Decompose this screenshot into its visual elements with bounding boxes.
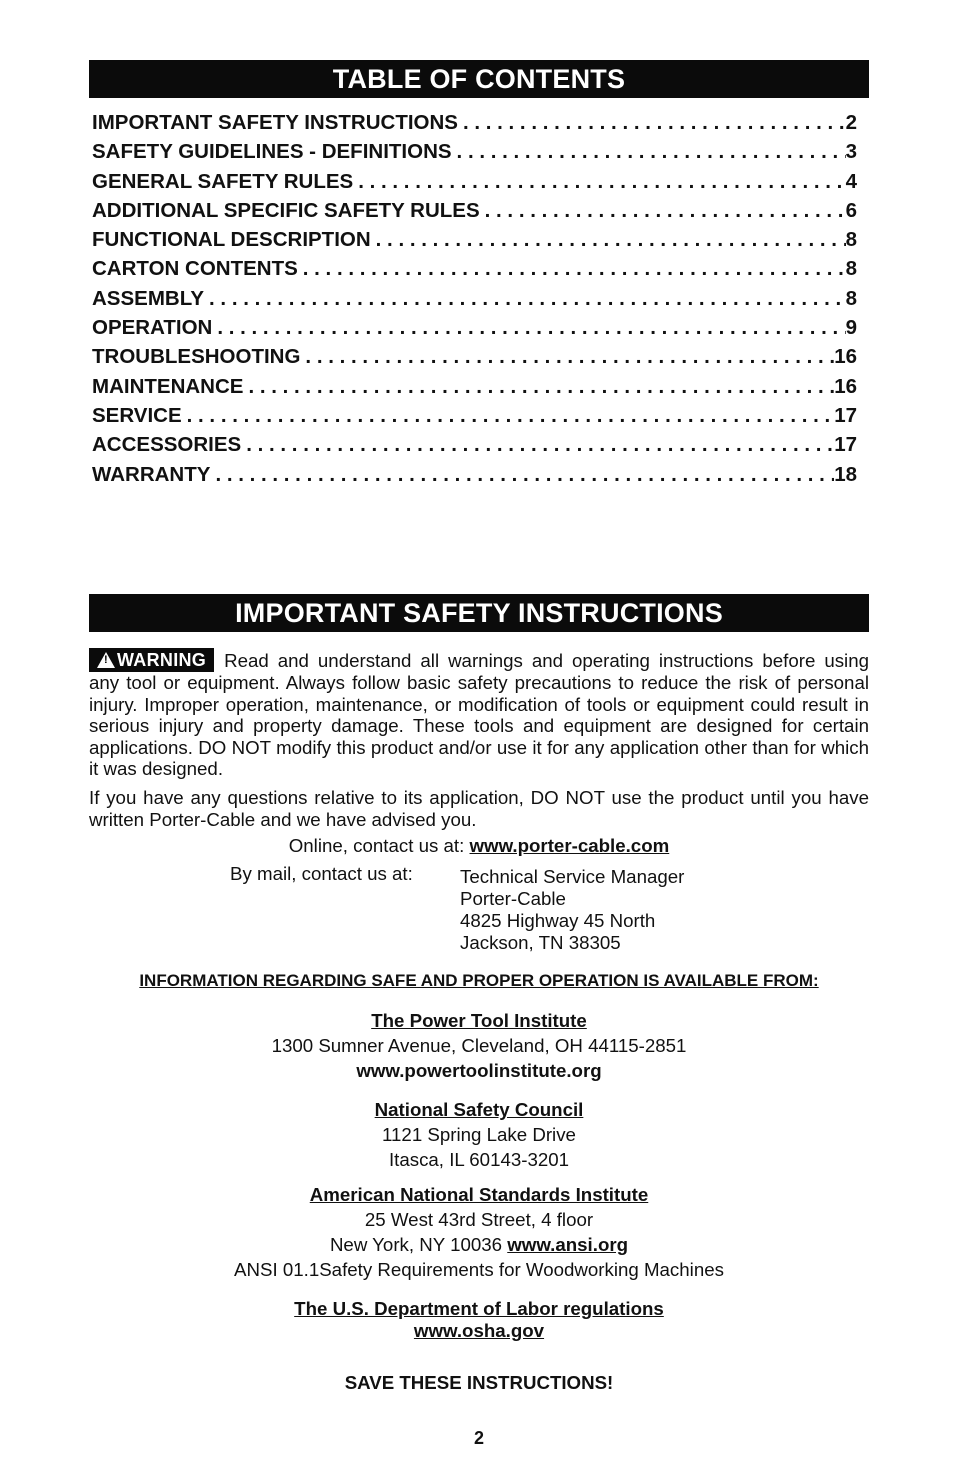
safety-body xyxy=(89,648,869,830)
toc-leader-dots xyxy=(371,225,846,254)
toc-leader-dots xyxy=(300,342,834,371)
warning-triangle-icon xyxy=(97,652,115,668)
toc-entry[interactable] xyxy=(92,460,857,489)
toc-entry-title: OPERATION xyxy=(92,316,213,340)
toc-entry-title: FUNCTIONAL DESCRIPTION xyxy=(92,228,371,252)
toc-entry-title: WARRANTY xyxy=(92,462,211,486)
toc-entry[interactable] xyxy=(92,372,857,401)
toc-entry-page: 8 xyxy=(845,257,857,281)
mail-address-line: Jackson, TN 38305 xyxy=(460,932,621,953)
ansi-standard: ANSI 01.1Safety Requirements for Woodworking Machines xyxy=(234,1259,724,1280)
toc-entry-title: TROUBLESHOOTING xyxy=(92,345,301,369)
toc-entry[interactable] xyxy=(92,284,857,313)
toc-entry-title: IMPORTANT SAFETY INSTRUCTIONS xyxy=(92,111,458,134)
toc-leader-dots xyxy=(298,254,846,283)
toc-entry-page: 4 xyxy=(845,169,857,193)
pti-address: 1300 Sumner Avenue, Cleveland, OH 44115-2851 xyxy=(271,1035,687,1056)
toc-entry[interactable] xyxy=(92,196,857,225)
page-number: 2 xyxy=(473,1428,484,1448)
mail-address xyxy=(460,866,684,954)
ansi-address-line: 25 West 43rd Street, 4 floor xyxy=(364,1209,594,1230)
toc-entry[interactable] xyxy=(92,225,857,254)
toc-entry[interactable] xyxy=(92,137,857,166)
mail-label: By mail, contact us at: xyxy=(230,863,413,884)
toc-entry[interactable] xyxy=(92,430,857,459)
warning-text: Read and understand all warnings and operating instructions before using any tool or equipment. Always follow basic safety precautions to reduce the risk of personal injury. Improper operation, maintenance, or modification of tools or equipment could result in serious injury and property damage. These tools and equipment are designed for certain applications. DO NOT modify this product and/or use it for any application other than for which it was designed. xyxy=(89,650,869,780)
pti-block xyxy=(89,1008,869,1083)
contact-block xyxy=(89,835,869,951)
questions-paragraph: If you have any questions relative to its application, DO NOT use the product until you have written Porter-Cable and we have advised you. xyxy=(89,786,869,830)
toc-entry-title: SERVICE xyxy=(92,403,182,427)
online-label: Online, contact us at: xyxy=(288,835,470,856)
nsc-block xyxy=(89,1097,869,1172)
online-contact xyxy=(89,835,869,857)
dol-name: The U.S. Department of Labor regulations xyxy=(294,1298,664,1319)
ansi-link[interactable]: www.ansi.org xyxy=(507,1234,629,1255)
toc-entry[interactable] xyxy=(92,313,857,342)
nsc-address-line: Itasca, IL 60143-3201 xyxy=(388,1149,570,1170)
toc-leader-dots xyxy=(353,167,845,196)
dol-block xyxy=(89,1298,869,1342)
toc-section xyxy=(89,60,869,489)
osha-link[interactable]: www.osha.gov xyxy=(413,1320,545,1341)
toc-entry[interactable] xyxy=(92,108,857,137)
toc-entry-page: 9 xyxy=(845,316,857,340)
toc-entry[interactable] xyxy=(92,254,857,283)
toc-entry-title: SAFETY GUIDELINES - DEFINITIONS xyxy=(92,140,452,164)
nsc-address-line: 1121 Spring Lake Drive xyxy=(382,1124,576,1145)
ansi-address-line xyxy=(89,1232,869,1257)
toc-entry-page: 3 xyxy=(845,140,857,164)
mail-address-line: Porter-Cable xyxy=(460,888,566,909)
ansi-name: American National Standards Institute xyxy=(309,1184,649,1205)
toc-leader-dots xyxy=(452,137,846,166)
toc-list xyxy=(89,108,869,489)
toc-entry-title: ACCESSORIES xyxy=(92,433,242,457)
toc-entry[interactable] xyxy=(92,167,857,196)
toc-entry-page: 16 xyxy=(834,374,857,398)
toc-entry-page: 2 xyxy=(845,111,857,134)
toc-leader-dots xyxy=(210,460,834,489)
warning-label: WARNING xyxy=(117,650,207,670)
toc-entry-title: MAINTENANCE xyxy=(92,374,244,398)
toc-entry-page: 8 xyxy=(845,228,857,252)
mail-address-line: 4825 Highway 45 North xyxy=(460,910,656,931)
ansi-city: New York, NY 10036 xyxy=(329,1234,508,1255)
nsc-name: National Safety Council xyxy=(374,1099,584,1120)
toc-entry-page: 6 xyxy=(845,198,857,222)
toc-leader-dots xyxy=(243,372,834,401)
toc-leader-dots xyxy=(204,284,846,313)
toc-entry-page: 8 xyxy=(845,286,857,310)
toc-entry-title: GENERAL SAFETY RULES xyxy=(92,169,354,193)
warning-badge xyxy=(89,648,214,672)
toc-entry[interactable] xyxy=(92,342,857,371)
toc-entry-page: 16 xyxy=(834,345,857,369)
pti-name: The Power Tool Institute xyxy=(371,1010,587,1031)
save-instructions: SAVE THESE INSTRUCTIONS! xyxy=(344,1372,614,1393)
toc-leader-dots xyxy=(458,108,846,137)
ansi-block xyxy=(89,1182,869,1282)
toc-entry-title: CARTON CONTENTS xyxy=(92,257,298,281)
toc-title: TABLE OF CONTENTS xyxy=(89,60,869,98)
toc-leader-dots xyxy=(480,196,846,225)
safety-section-header xyxy=(89,594,869,632)
warning-paragraph xyxy=(89,648,869,780)
toc-leader-dots xyxy=(241,430,834,459)
porter-cable-link[interactable]: www.porter-cable.com xyxy=(469,835,670,856)
toc-entry-title: ADDITIONAL SPECIFIC SAFETY RULES xyxy=(92,198,480,222)
mail-contact xyxy=(89,863,869,951)
mail-address-line: Technical Service Manager xyxy=(460,866,685,887)
toc-entry-page: 17 xyxy=(834,403,857,427)
toc-entry-page: 18 xyxy=(834,462,857,486)
toc-entry[interactable] xyxy=(92,401,857,430)
toc-entry-title: ASSEMBLY xyxy=(92,286,205,310)
info-heading: INFORMATION REGARDING SAFE AND PROPER OPERATION IS AVAILABLE FROM: xyxy=(139,971,819,990)
toc-leader-dots xyxy=(182,401,835,430)
toc-entry-page: 17 xyxy=(834,433,857,457)
safety-title: IMPORTANT SAFETY INSTRUCTIONS xyxy=(89,594,869,632)
pti-link[interactable]: www.powertoolinstitute.org xyxy=(356,1060,602,1081)
toc-leader-dots xyxy=(212,313,845,342)
